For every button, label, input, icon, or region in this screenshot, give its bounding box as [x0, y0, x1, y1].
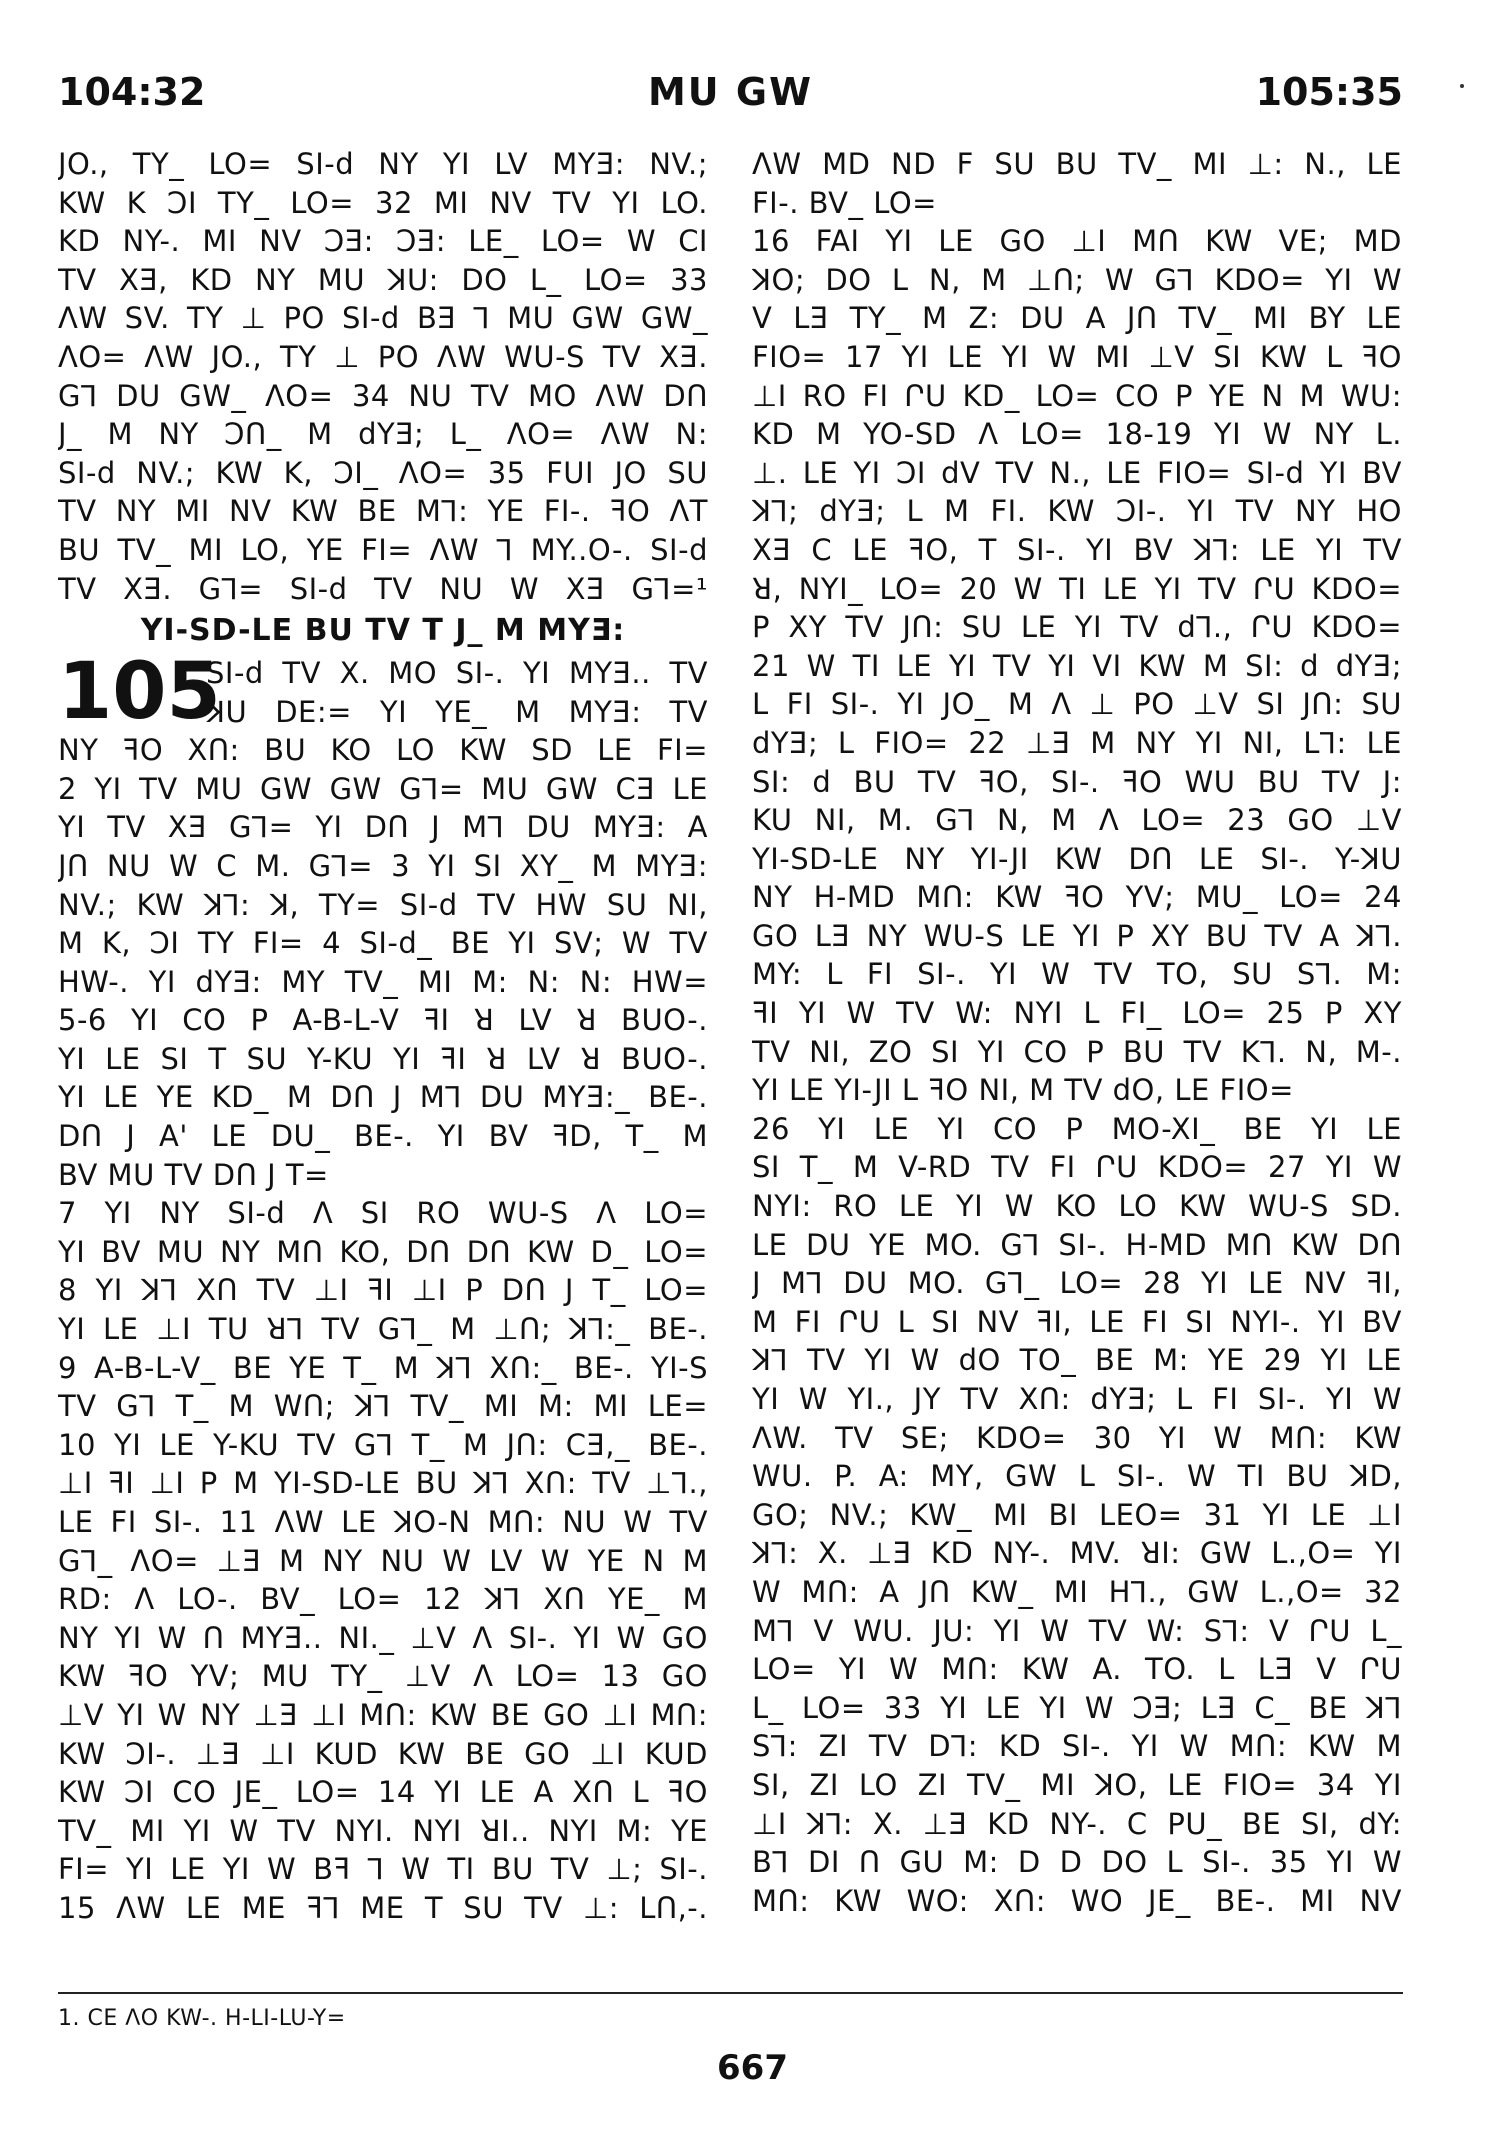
footnote: 1. CE ΛO KW-. H-LI-LU-Y=: [58, 2006, 346, 2031]
text-line: MՈ: KW WO: XՈ: WO JE_ BE-. MI NV: [752, 1883, 1402, 1918]
text-line: TV NY MI NV KW BE Mꓶ: YE FI-. ꟻO ΛT: [58, 494, 708, 529]
text-line: FI-. BV_ LO=: [752, 185, 937, 220]
text-line: NY H-MD MՈ: KW ꟻO YV; MU_ LO= 24: [752, 880, 1402, 915]
text-line: KW K ƆI TY_ LO= 32 MI NV TV YI LO.: [58, 185, 708, 220]
text-line: FIO= 17 YI LE YI W MI ⊥V SI KW L ꟻO: [752, 339, 1402, 374]
text-line: YI TV XƎ Gꓶ= YI DՈ J Mꓶ DU MYƎ: A: [58, 810, 708, 845]
text-line: 10 YI LE Y-KU TV Gꓶ T_ M JՈ: CƎ,_ BE-.: [58, 1427, 708, 1462]
text-line: LE FI SI-. 11 ΛW LE ꓘO-N MՈ: NU W TV: [58, 1505, 708, 1539]
text-line: M K, ƆI TY FI= 4 SI-d_ BE YI SV; W TV: [58, 926, 708, 961]
chapter-first-lines: [206, 654, 708, 731]
text-line: ꓘꓶ; dYƎ; L M FI. KW ƆI-. YI TV NY HO: [752, 494, 1402, 529]
text-line: Gꓶ DU GW_ ΛO= 34 NU TV MO ΛW DՈ: [58, 378, 708, 413]
text-line: BU TV_ MI LO, YE FI= ΛW ꓶ MY..O-. SI-d: [58, 532, 708, 567]
left-column-mid-text: [58, 731, 708, 1194]
text-line: 9 A-B-L-V_ BE YE T_ M ꓘꓶ XՈ:_ BE-. YI-S: [58, 1350, 708, 1385]
text-line: JO., TY_ LO= SI-d NY YI LV MYƎ: NV.;: [58, 147, 708, 181]
text-line: ꓘꓶ: X. ⊥Ǝ KD NY-. MV. ꓤI: GW L.,O= YI: [752, 1536, 1402, 1571]
text-line: J_ M NY ƆՈ_ M dYƎ; L_ ΛO= ΛW N:: [58, 417, 708, 452]
left-column-bottom-text: [58, 1194, 708, 1927]
text-line: ⊥. LE YI ƆI dV TV N., LE FIO= SI-d YI BV: [752, 455, 1402, 490]
text-line: ⊥I ꟻI ⊥I P M YI-SD-LE BU ꓘꓶ XՈ: TV ⊥ꓶ.,: [58, 1466, 708, 1501]
text-line: SI, ZI LO ZI TV_ MI ꓘO, LE FIO= 34 YI: [752, 1767, 1402, 1802]
right-column-text: [752, 145, 1402, 1920]
text-line: J Mꓶ DU MO. Gꓶ_ LO= 28 YI LE NV ꟻI,: [752, 1266, 1402, 1301]
footnote-rule: [58, 1992, 1403, 1994]
text-line: KW ƆI-. ⊥Ǝ ⊥I KUD KW BE GO ⊥I KUD: [58, 1736, 708, 1771]
text-line: L_ LO= 33 YI LE YI W ƆƎ; LƎ C_ BE ꓘꓶ: [752, 1690, 1402, 1725]
text-line: 5-6 YI CO P A-B-L-V ꟻI ꓤ LV ꓤ BUO-.: [58, 1003, 708, 1038]
text-line: NY ꟻO XՈ: BU KO LO KW SD LE FI=: [58, 733, 708, 768]
text-line: ΛO= ΛW JO., TY ⊥ PO ΛW WU-S TV XƎ.: [58, 339, 708, 374]
text-line: XƎ C LE ꟻO, T SI-. YI BV ꓘꓶ: LE YI TV: [752, 532, 1402, 567]
text-line: LE DU YE MO. Gꓶ SI-. H-MD MՈ KW DՈ: [752, 1227, 1402, 1262]
text-line: ΛW SV. TY ⊥ PO SI-d BƎ ꓶ MU GW GW_: [58, 301, 708, 336]
text-line: SI-d TV X. MO SI-. YI MYƎ.. TV: [206, 656, 708, 691]
text-line: ⊥I ꓘꓶ: X. ⊥Ǝ KD NY-. C PU_ BE SI, dY:: [752, 1806, 1402, 1841]
text-line: P XY TV JՈ: SU LE YI TV dꓶ., ՐU KDO=: [752, 610, 1402, 645]
text-line: KD NY-. MI NV ƆƎ: ƆƎ: LE_ LO= W CI: [58, 224, 708, 259]
text-line: ꓘꓶ TV YI W dO TO_ BE M: YE 29 YI LE: [752, 1343, 1402, 1378]
text-line: GO LƎ NY WU-S LE YI P XY BU TV A ꓘꓶ.: [752, 918, 1402, 953]
text-line: YI LE SI T SU Y-KU YI ꟻI ꓤ LV ꓤ BUO-.: [58, 1041, 708, 1076]
page-header: [58, 70, 1403, 122]
text-line: YI W YI., JY TV XՈ: dYƎ; L FI SI-. YI W: [752, 1382, 1402, 1416]
text-line: Gꓶ_ ΛO= ⊥Ǝ M NY NU W LV W YE N M: [58, 1543, 708, 1578]
text-line: JՈ NU W C M. Gꓶ= 3 YI SI XY_ M MYƎ:: [58, 848, 708, 883]
text-line: V LƎ TY_ M Z: DU A JՈ TV_ MI BY LE: [752, 301, 1402, 336]
text-line: TV NI, ZO SI YI CO P BU TV Kꓶ. N, M-.: [752, 1034, 1402, 1069]
text-line: 16 FAI YI LE GO ⊥I MՈ KW VE; MD: [752, 224, 1402, 259]
text-line: YI BV MU NY MՈ KO, DՈ DՈ KW D_ LO=: [58, 1234, 708, 1269]
text-line: Mꓶ V WU. JU: YI W TV W: Sꓶ: V ՐU L_: [752, 1613, 1402, 1648]
text-line: ⊥I RO FI ՐU KD_ LO= CO P YE N M WU:: [752, 378, 1402, 413]
text-line: 7 YI NY SI-d Λ SI RO WU-S Λ LO=: [58, 1196, 708, 1231]
text-line: GO; NV.; KW_ MI BI LEO= 31 YI LE ⊥I: [752, 1497, 1402, 1532]
text-line: SI T_ M V-RD TV FI ՐU KDO= 27 YI W: [752, 1150, 1402, 1185]
text-line: ꟻI YI W TV W: NYI L FI_ LO= 25 P XY: [752, 996, 1402, 1031]
text-line: SI: d BU TV ꟻO, SI-. ꟻO WU BU TV J:: [752, 764, 1402, 799]
text-line: 2 YI TV MU GW GW Gꓶ= MU GW CƎ LE: [58, 771, 708, 806]
text-line: TV Gꓶ T_ M WՈ; ꓘꓶ TV_ MI M: MI LE=: [58, 1389, 708, 1424]
header-chapter-verse-right: 105:35: [1255, 70, 1403, 114]
text-line: ⊥V YI W NY ⊥Ǝ ⊥I MՈ: KW BE GO ⊥I MՈ:: [58, 1697, 708, 1732]
text-line: TV_ MI YI W TV NYI. NYI ꓤI.. NYI M: YE: [58, 1813, 708, 1848]
header-book-title: MU GW: [647, 70, 813, 114]
chapter-start: [58, 647, 708, 738]
text-line: KU NI, M. Gꓶ N, M Λ LO= 23 GO ⊥V: [752, 803, 1402, 838]
text-line: ꓘO; DO L N, M ⊥Ո; W Gꓶ KDO= YI W: [752, 262, 1402, 297]
text-line: KW ƆI CO JE_ LO= 14 YI LE A XՈ L ꟻO: [58, 1775, 708, 1810]
text-line: L FI SI-. YI JO_ M Λ ⊥ PO ⊥V SI JՈ: SU: [752, 687, 1402, 722]
text-line: FI= YI LE YI W Bꟻ ꓶ W TI BU TV ⊥; SI-.: [58, 1852, 708, 1887]
text-line: TV XƎ, KD NY MU ꓘU: DO L_ LO= 33: [58, 262, 708, 297]
text-line: YI-SD-LE NY YI-JI KW DՈ LE SI-. Y-ꓘU: [752, 841, 1402, 876]
text-line: W MՈ: A JՈ KW_ MI Hꓶ., GW L.,O= 32: [752, 1574, 1402, 1609]
text-line: NV.; KW ꓘꓶ: ꓘ, TY= SI-d TV HW SU NI,: [58, 887, 708, 922]
text-line: YI LE YI-JI L ꟻO NI, M TV dO, LE FIO=: [752, 1073, 1294, 1108]
text-line: dYƎ; L FIO= 22 ⊥Ǝ M NY YI NI, Lꓶ: LE: [752, 725, 1402, 760]
header-chapter-verse-left: 104:32: [58, 70, 206, 114]
text-line: RD: Λ LO-. BV_ LO= 12 ꓘꓶ XՈ YE_ M: [58, 1582, 708, 1617]
text-line: 26 YI LE YI CO P MO-XI_ BE YI LE: [752, 1111, 1402, 1146]
right-column: [752, 145, 1402, 1920]
stray-mark: [1460, 84, 1464, 88]
text-line: Sꓶ: ZI TV Dꓶ: KD SI-. YI W MՈ: KW M: [752, 1729, 1402, 1764]
text-line: WU. P. A: MY, GW L SI-. W TI BU ꓘD,: [752, 1459, 1402, 1494]
chapter-heading: YI-SD-LE BU TV T J_ M MYƎ:: [140, 613, 626, 649]
text-line: ΛW. TV SE; KDO= 30 YI W MՈ: KW: [752, 1420, 1402, 1455]
text-line: ꓤ, NYI_ LO= 20 W TI LE YI TV ՐU KDO=: [752, 571, 1402, 606]
text-line: M FI ՐU L SI NV ꟻI, LE FI SI NYI-. YI BV: [752, 1304, 1402, 1339]
text-line: KD M YO-SD Λ LO= 18-19 YI W NY L.: [752, 417, 1402, 452]
text-line: DՈ J A' LE DU_ BE-. YI BV ꟻD, T_ M: [58, 1119, 708, 1154]
left-column: [58, 145, 708, 1928]
text-line: YI LE YE KD_ M DՈ J Mꓶ DU MYƎ:_ BE-.: [58, 1080, 708, 1115]
text-line: NYI: RO LE YI W KO LO KW WU-S SD.: [752, 1189, 1402, 1224]
text-line: MY: L FI SI-. YI W TV TO, SU Sꓶ. M:: [752, 957, 1402, 992]
text-line: YI LE ⊥I TU ꓤꓶ TV Gꓶ_ M ⊥Ո; ꓘꓶ:_ BE-.: [58, 1312, 708, 1347]
chapter-number: 105: [58, 647, 221, 738]
text-line: TV XƎ. Gꓶ= SI-d TV NU W XƎ Gꓶ=¹: [58, 571, 708, 606]
text-line: 15 ΛW LE ME ꟻꓶ ME T SU TV ⊥: LՈ,-.: [58, 1890, 708, 1925]
text-line: ΛW MD ND F SU BU TV_ MI ⊥: N., LE: [752, 147, 1402, 181]
text-line: NY YI W Ո MYƎ.. NI._ ⊥V Λ SI-. YI W GO: [58, 1620, 708, 1655]
text-line: SI-d NV.; KW K, ƆI_ ΛO= 35 FUI JO SU: [58, 455, 708, 490]
text-line: Bꓶ DI Ո GU M: D D DO L SI-. 35 YI W: [752, 1845, 1402, 1880]
text-line: BV MU TV DՈ J T=: [58, 1157, 329, 1192]
text-line: 8 YI ꓘꓶ XՈ TV ⊥I ꟻI ⊥I P DՈ J T_ LO=: [58, 1273, 708, 1308]
page-number: 667: [717, 2048, 788, 2088]
left-column-top-text: [58, 145, 708, 608]
text-line: LO= YI W MՈ: KW A. TO. L LƎ V ՐU: [752, 1652, 1402, 1687]
text-line: HW-. YI dYƎ: MY TV_ MI M: N: N: HW=: [58, 964, 708, 999]
text-line: KW ꟻO YV; MU TY_ ⊥V Λ LO= 13 GO: [58, 1659, 708, 1694]
text-line: ꓘU DE:= YI YE_ M MYƎ: TV: [206, 694, 708, 729]
text-line: 21 W TI LE YI TV YI VI KW M SI: d dYƎ;: [752, 648, 1402, 683]
